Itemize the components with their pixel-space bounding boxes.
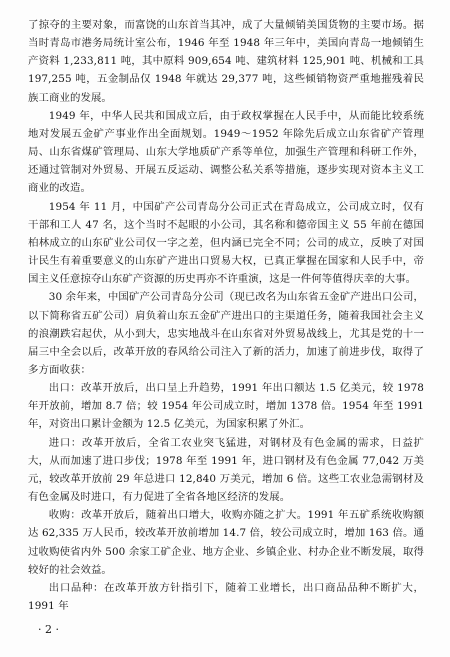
paragraph-5: 出口：改革开放后，出口呈上升趋势，1991 年出口额达 1.5 亿美元，较 1978 年开放前，增加 8.7 倍；较 1954 年公司成立时，增加 1378 倍。1954 年至 1991 年，对资出口累计金额为 12.5 亿美元，为国家积累了外汇。 [28, 382, 424, 431]
paragraph-4: 30 余年来，中国矿产公司青岛分公司（现已改名为山东省五金矿产进出口公司，以下简称省五矿公司）肩负着山东五金矿产进出口的主渠道任务，随着我国社会主义的浪潮跌宕起伏，从小到大，忠实地战斗在山东省对外贸易战线上，尤其是党的十一届三中全会以后，改革开放的春风给公司注入了新的活力，加速了前进步伐，取得了多方面收获： [28, 291, 424, 376]
page-number: · 2 · [38, 623, 59, 636]
paragraph-6: 进口：改革开放后，全省工农业突飞猛进，对钢材及有色金属的需求，日益扩大，从而加速了进口步伐；1978 年至 1991 年，进口钢材及有色金属 77,042 万美元，较改革开放前 29 年总进口 12,840 万美元，增加 6 倍。这些工农业急需钢材及有色金属及时进口，有力促进了全省各地区经济的发展。 [28, 436, 424, 504]
paragraph-2: 1949 年，中华人民共和国成立后，由于政权掌握在人民手中，从而能比较系统地对发展五金矿产事业作出全面规划。1949～1952 年除先后成立山东省矿产管理局、山东省煤矿管理局、山东大学地质矿产系等单位，加强生产管理和科研工作外，还通过管制对外贸易、开展五反运动、调整公私关系等措施，逐步实现对资本主义工商业的改造。 [28, 109, 424, 195]
paragraph-7: 收购：改革开放后，随着出口增大，收购亦随之扩大。1991 年五矿系统收购额达 62,335 万人民币，较改革开放前增加 14.7 倍，较公司成立时，增加 163 倍。通过收购使省内外 500 余家工矿企业、地方企业、乡镇企业、村办企业不断发展，取得较好的社会效益。 [28, 509, 424, 576]
body-text [28, 16, 424, 615]
paragraph-8: 出口品种：在改革开放方针指引下，随着工业增长，出口商品品种不断扩大，1991 年 [28, 581, 424, 612]
paragraph-3: 1954 年 11 月，中国矿产公司青岛分公司正式在青岛成立，公司成立时，仅有干部和工人 47 名，这个当时不起眼的小公司，其名称和德帝国主义 55 年前在德国柏林成立的山东矿业公司仅一字之差，但内涵已完全不同；公司的成立，反映了对国计民生有着重要意义的山东矿产进出口贸易大权，已真正掌握在国家和人民手中，帝国主义任意掠夺山东矿产资源的历史再亦不许重演，这是一件何等值得庆幸的大事。 [28, 200, 424, 286]
paragraph-1: 了掠夺的主要对象，而富饶的山东首当其冲，成了大量倾销美国货物的主要市场。据当时青岛市港务局统计室公布，1946 年至 1948 年三年中，美国向青岛一地倾销生产资料 1,233,811 吨，其中原料 909,654 吨、建筑材料 125,901 吨、机械和工具 197,255 吨，五金制品仅 1948 年就达 29,377 吨，这些倾销物资严重地摧残着民族工商业的发展。 [28, 19, 424, 104]
